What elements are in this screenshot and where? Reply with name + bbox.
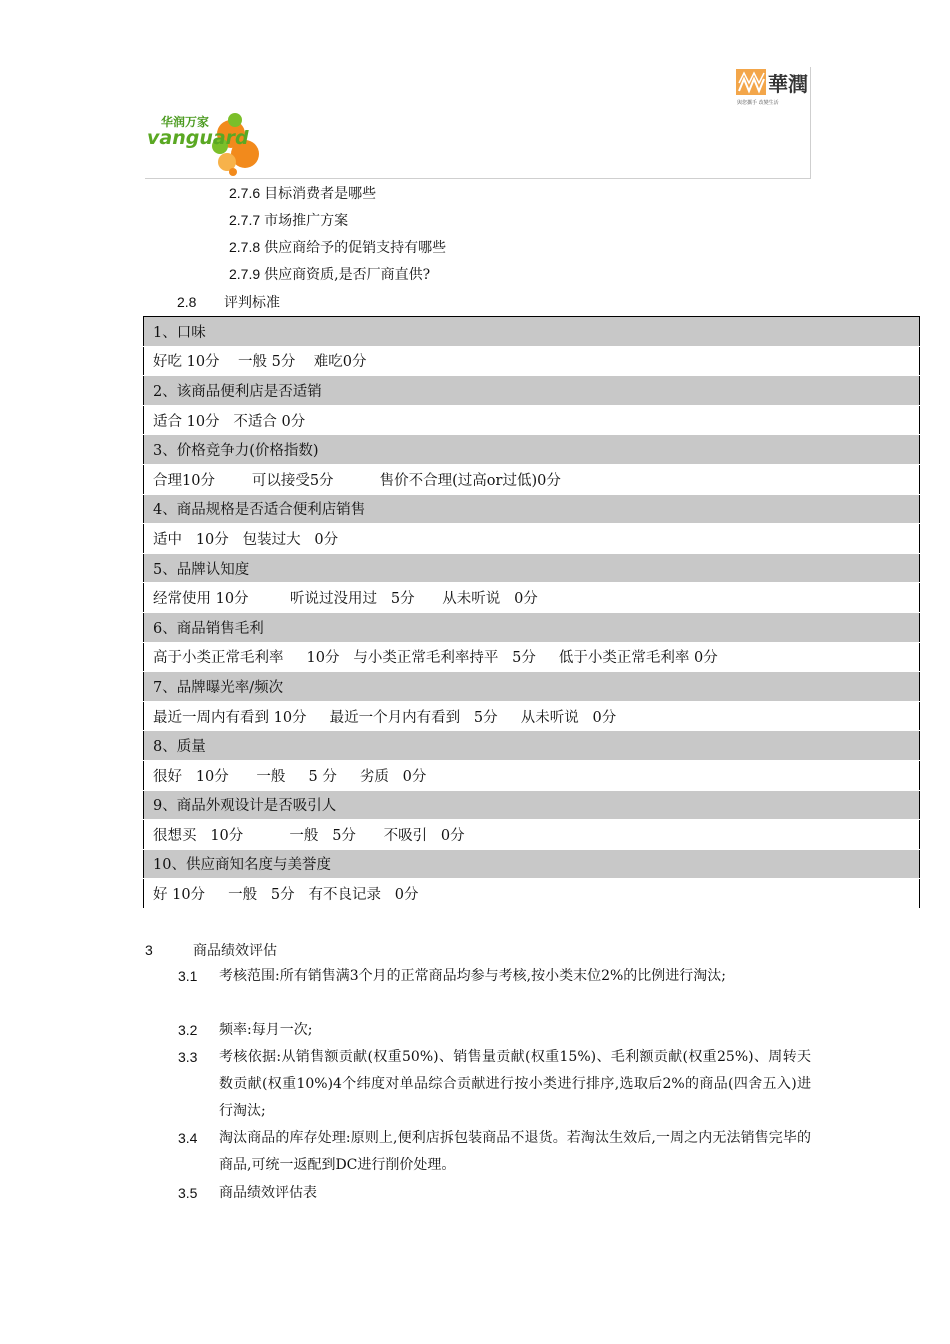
criteria-title-row (144, 731, 920, 761)
criteria-title: 1、口味 (144, 317, 920, 347)
item-text: 考核依据:从销售额贡献(权重50%)、销售量贡献(权重15%)、毛利额贡献(权重25%)、周转天数贡献(权重10%)4个纬度对单品综合贡献进行按小类进行排序,选取后2%的商品(四舍五入)进行淘汰; (219, 1049, 811, 1119)
criteria-title: 8、质量 (144, 731, 920, 761)
criteria-title-row (144, 849, 920, 879)
criteria-title: 10、供应商知名度与美誉度 (144, 849, 920, 879)
criteria-title: 3、价格竞争力(价格指数) (144, 435, 920, 465)
criteria-title: 5、品牌认知度 (144, 553, 920, 583)
section-number: 2.8 (177, 294, 197, 310)
section-title: 评判标准 (224, 295, 280, 311)
item-number: 3.3 (178, 1049, 198, 1065)
criteria-title: 7、品牌曝光率/频次 (144, 672, 920, 702)
subsection-2-7-7 (229, 211, 348, 230)
criteria-title-row (144, 790, 920, 820)
criteria-options: 很想买 10分 一般 5分 不吸引 0分 (144, 820, 920, 850)
criteria-options: 高于小类正常毛利率 10分 与小类正常毛利率持平 5分 低于小类正常毛利率 0分 (144, 642, 920, 672)
subsection-number: 2.7.7 (229, 212, 261, 228)
page-header (145, 67, 811, 179)
criteria-title: 4、商品规格是否适合便利店销售 (144, 494, 920, 524)
svg-text:華潤: 華潤 (768, 72, 808, 96)
item-number: 3.4 (178, 1130, 198, 1146)
item-number: 3.5 (178, 1185, 198, 1201)
subsection-text: 供应商给予的促销支持有哪些 (264, 240, 447, 256)
item-text: 商品绩效评估表 (219, 1185, 317, 1201)
section-3-heading (145, 940, 277, 960)
huarun-logo (736, 67, 810, 107)
criteria-options-row (144, 820, 920, 850)
item-number: 3.1 (178, 968, 198, 984)
criteria-title-row (144, 553, 920, 583)
criteria-options: 经常使用 10分 听说过没用过 5分 从未听说 0分 (144, 583, 920, 613)
criteria-options: 适中 10分 包装过大 0分 (144, 524, 920, 554)
subsection-2-7-8 (229, 238, 446, 257)
subsection-number: 2.7.6 (229, 185, 261, 201)
criteria-options-row (144, 701, 920, 731)
criteria-title-row (144, 612, 920, 642)
criteria-options: 合理10分 可以接受5分 售价不合理(过高or过低)0分 (144, 464, 920, 494)
item-text: 考核范围:所有销售满3个月的正常商品均参与考核,按小类末位2%的比例进行淘汰; (219, 968, 726, 984)
subsection-text: 市场推广方案 (264, 213, 349, 229)
criteria-options: 适合 10分 不适合 0分 (144, 405, 920, 435)
subsection-2-7-9 (229, 265, 430, 284)
subsection-text: 目标消费者是哪些 (264, 186, 377, 202)
svg-text:vanguard: vanguard (147, 127, 249, 149)
section-title: 商品绩效评估 (193, 943, 277, 959)
criteria-title-row (144, 672, 920, 702)
criteria-options-row (144, 760, 920, 790)
criteria-table (143, 316, 920, 909)
criteria-options: 最近一周内有看到 10分 最近一个月内有看到 5分 从未听说 0分 (144, 701, 920, 731)
criteria-options-row (144, 346, 920, 376)
svg-text:與您攜手 改變生活: 與您攜手 改變生活 (737, 100, 779, 106)
criteria-title: 6、商品销售毛利 (144, 612, 920, 642)
criteria-options: 很好 10分 一般 5 分 劣质 0分 (144, 760, 920, 790)
criteria-options: 好吃 10分 一般 5分 难吃0分 (144, 346, 920, 376)
item-text: 淘汰商品的库存处理:原则上,便利店拆包装商品不退货。若淘汰生效后,一周之内无法销售完毕的商品,可统一返配到DC进行削价处理。 (219, 1130, 811, 1173)
criteria-options-row (144, 464, 920, 494)
criteria-title: 2、该商品便利店是否适销 (144, 376, 920, 406)
subsection-number: 2.7.9 (229, 266, 261, 282)
section-2-8-heading (177, 292, 280, 312)
criteria-options-row (144, 642, 920, 672)
criteria-options-row (144, 405, 920, 435)
subsection-2-7-6 (229, 184, 376, 203)
vanguard-logo (145, 112, 263, 177)
item-number: 3.2 (178, 1022, 198, 1038)
subsection-number: 2.7.8 (229, 239, 261, 255)
criteria-title: 9、商品外观设计是否吸引人 (144, 790, 920, 820)
subsection-text: 供应商资质,是否厂商直供? (264, 267, 431, 283)
criteria-title-row (144, 376, 920, 406)
criteria-title-row (144, 494, 920, 524)
svg-text:华润万家: 华润万家 (161, 115, 210, 129)
criteria-title-row (144, 317, 920, 347)
criteria-title-row (144, 435, 920, 465)
criteria-options: 好 10分 一般 5分 有不良记录 0分 (144, 879, 920, 909)
criteria-options-row (144, 583, 920, 613)
item-text: 频率:每月一次; (219, 1022, 313, 1038)
criteria-options-row (144, 524, 920, 554)
criteria-options-row (144, 879, 920, 909)
section-number: 3 (145, 942, 153, 958)
